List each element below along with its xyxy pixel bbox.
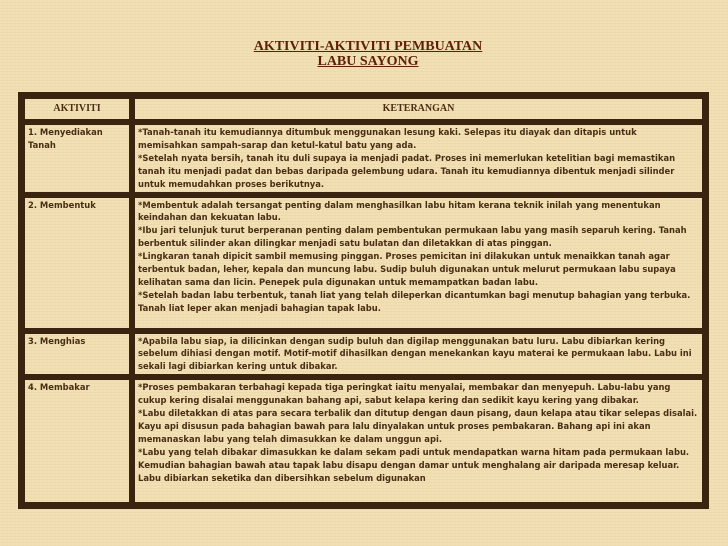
activity-cell: 3. Menghias: [22, 331, 132, 378]
description-paragraph: *Ibu jari telunjuk turut berperanan penting dalam pembentukan permukaan labu yang masih separuh kering. Tanah berbentuk silinder akan dilingkar menjadi satu bulatan dan diletakkan di atas pinggan.: [138, 225, 687, 249]
header-keterangan: KETERANGAN: [132, 96, 705, 122]
activities-table: [18, 92, 709, 509]
description-paragraph: *Membentuk adalah tersangat penting dalam menghasilkan labu hitam kerana teknik inilah yang menentukan keindahan dan kekuatan labu.: [138, 199, 661, 223]
description-paragraph: *Setelah nyata bersih, tanah itu duli supaya ia menjadi padat. Proses ini memerlukan ketelitian bagi memastikan tanah itu menjadi padat dan bebas daripada gelembung udara. Tanah itu kemudiannya dibentuk menjadi silinder untuk memudahkan proses berikutnya.: [138, 152, 676, 189]
description-paragraph: *Setelah badan labu terbentuk, tanah liat yang telah dileperkan dicantumkan bagi menutup bahagian yang terbuka. Tanah liat leper akan menjadi bahagian tapak labu.: [138, 289, 691, 313]
header-aktiviti: AKTIVITI: [22, 96, 132, 122]
table-row: [22, 195, 705, 331]
page-title: AKTIVITI-AKTIVITI PEMBUATAN: [253, 39, 483, 54]
activity-cell: 2. Membentuk: [22, 195, 132, 331]
page-subtitle: LABU SAYONG: [317, 54, 419, 69]
description-paragraph: *Tanah-tanah itu kemudiannya ditumbuk menggunakan lesung kaki. Selepas itu diayak dan ditapis untuk memisahkan sampah-sarap dan ketul-katul batu yang ada.: [138, 127, 637, 150]
activity-cell: 4. Membakar: [22, 377, 132, 505]
description-cell: [132, 331, 705, 378]
description-cell: [132, 195, 705, 331]
table-header-row: [22, 96, 705, 122]
activity-cell: 1. Menyediakan Tanah: [22, 122, 132, 195]
description-paragraph: *Lingkaran tanah dipicit sambil memusing pinggan. Proses pemicitan ini dilakukan untuk menaikkan tanah agar terbentuk badan, leher, kepala dan muncung labu. Sudip buluh digunakan untuk melurut permukaan labu supaya kelihatan sama dan licin. Penepek pula digunakan untuk memampatkan badan labu.: [138, 251, 676, 287]
table-row: [22, 331, 705, 378]
description-paragraph: *Labu yang telah dibakar dimasukkan ke dalam sekam padi untuk mendapatkan warna hitam pada permukaan labu. Kemudian bahagian bawah atau tapak labu disapu dengan damar untuk menghalang air daripada meresap keluar. Labu dibiarkan seketika dan dibersihkan sebelum digunakan: [138, 446, 690, 483]
table-row: [22, 377, 705, 505]
table-row: [22, 122, 705, 195]
description-paragraph: *Labu diletakkan di atas para secara terbalik dan ditutup dengan daun pisang, daun kelapa atau tikar selepas disalai. Kayu api disusun pada bahagian bawah para lalu dinyalakan untuk proses pembakaran. Bahang api ini akan memanaskan labu yang telah dimasukkan ke dalam unggun api.: [138, 408, 698, 444]
description-cell: [132, 122, 705, 195]
description-paragraph: *Proses pembakaran terbahagi kepada tiga peringkat iaitu menyalai, membakar dan menyepuh. Labu-labu yang cukup kering disalai menggunakan bahang api, sabut kelapa kering dan sedikit kayu kering yang dibakar.: [138, 382, 671, 406]
description-cell: [132, 377, 705, 505]
description-paragraph: *Apabila labu siap, ia dilicinkan dengan sudip buluh dan digilap menggunakan batu luru. Labu dibiarkan kering sebelum dihiasi dengan motif. Motif-motif dihasilkan dengan menekankan kayu materai ke permukaan labu. Labu ini sekali lagi dibiarkan kering untuk dibakar.: [138, 335, 692, 372]
